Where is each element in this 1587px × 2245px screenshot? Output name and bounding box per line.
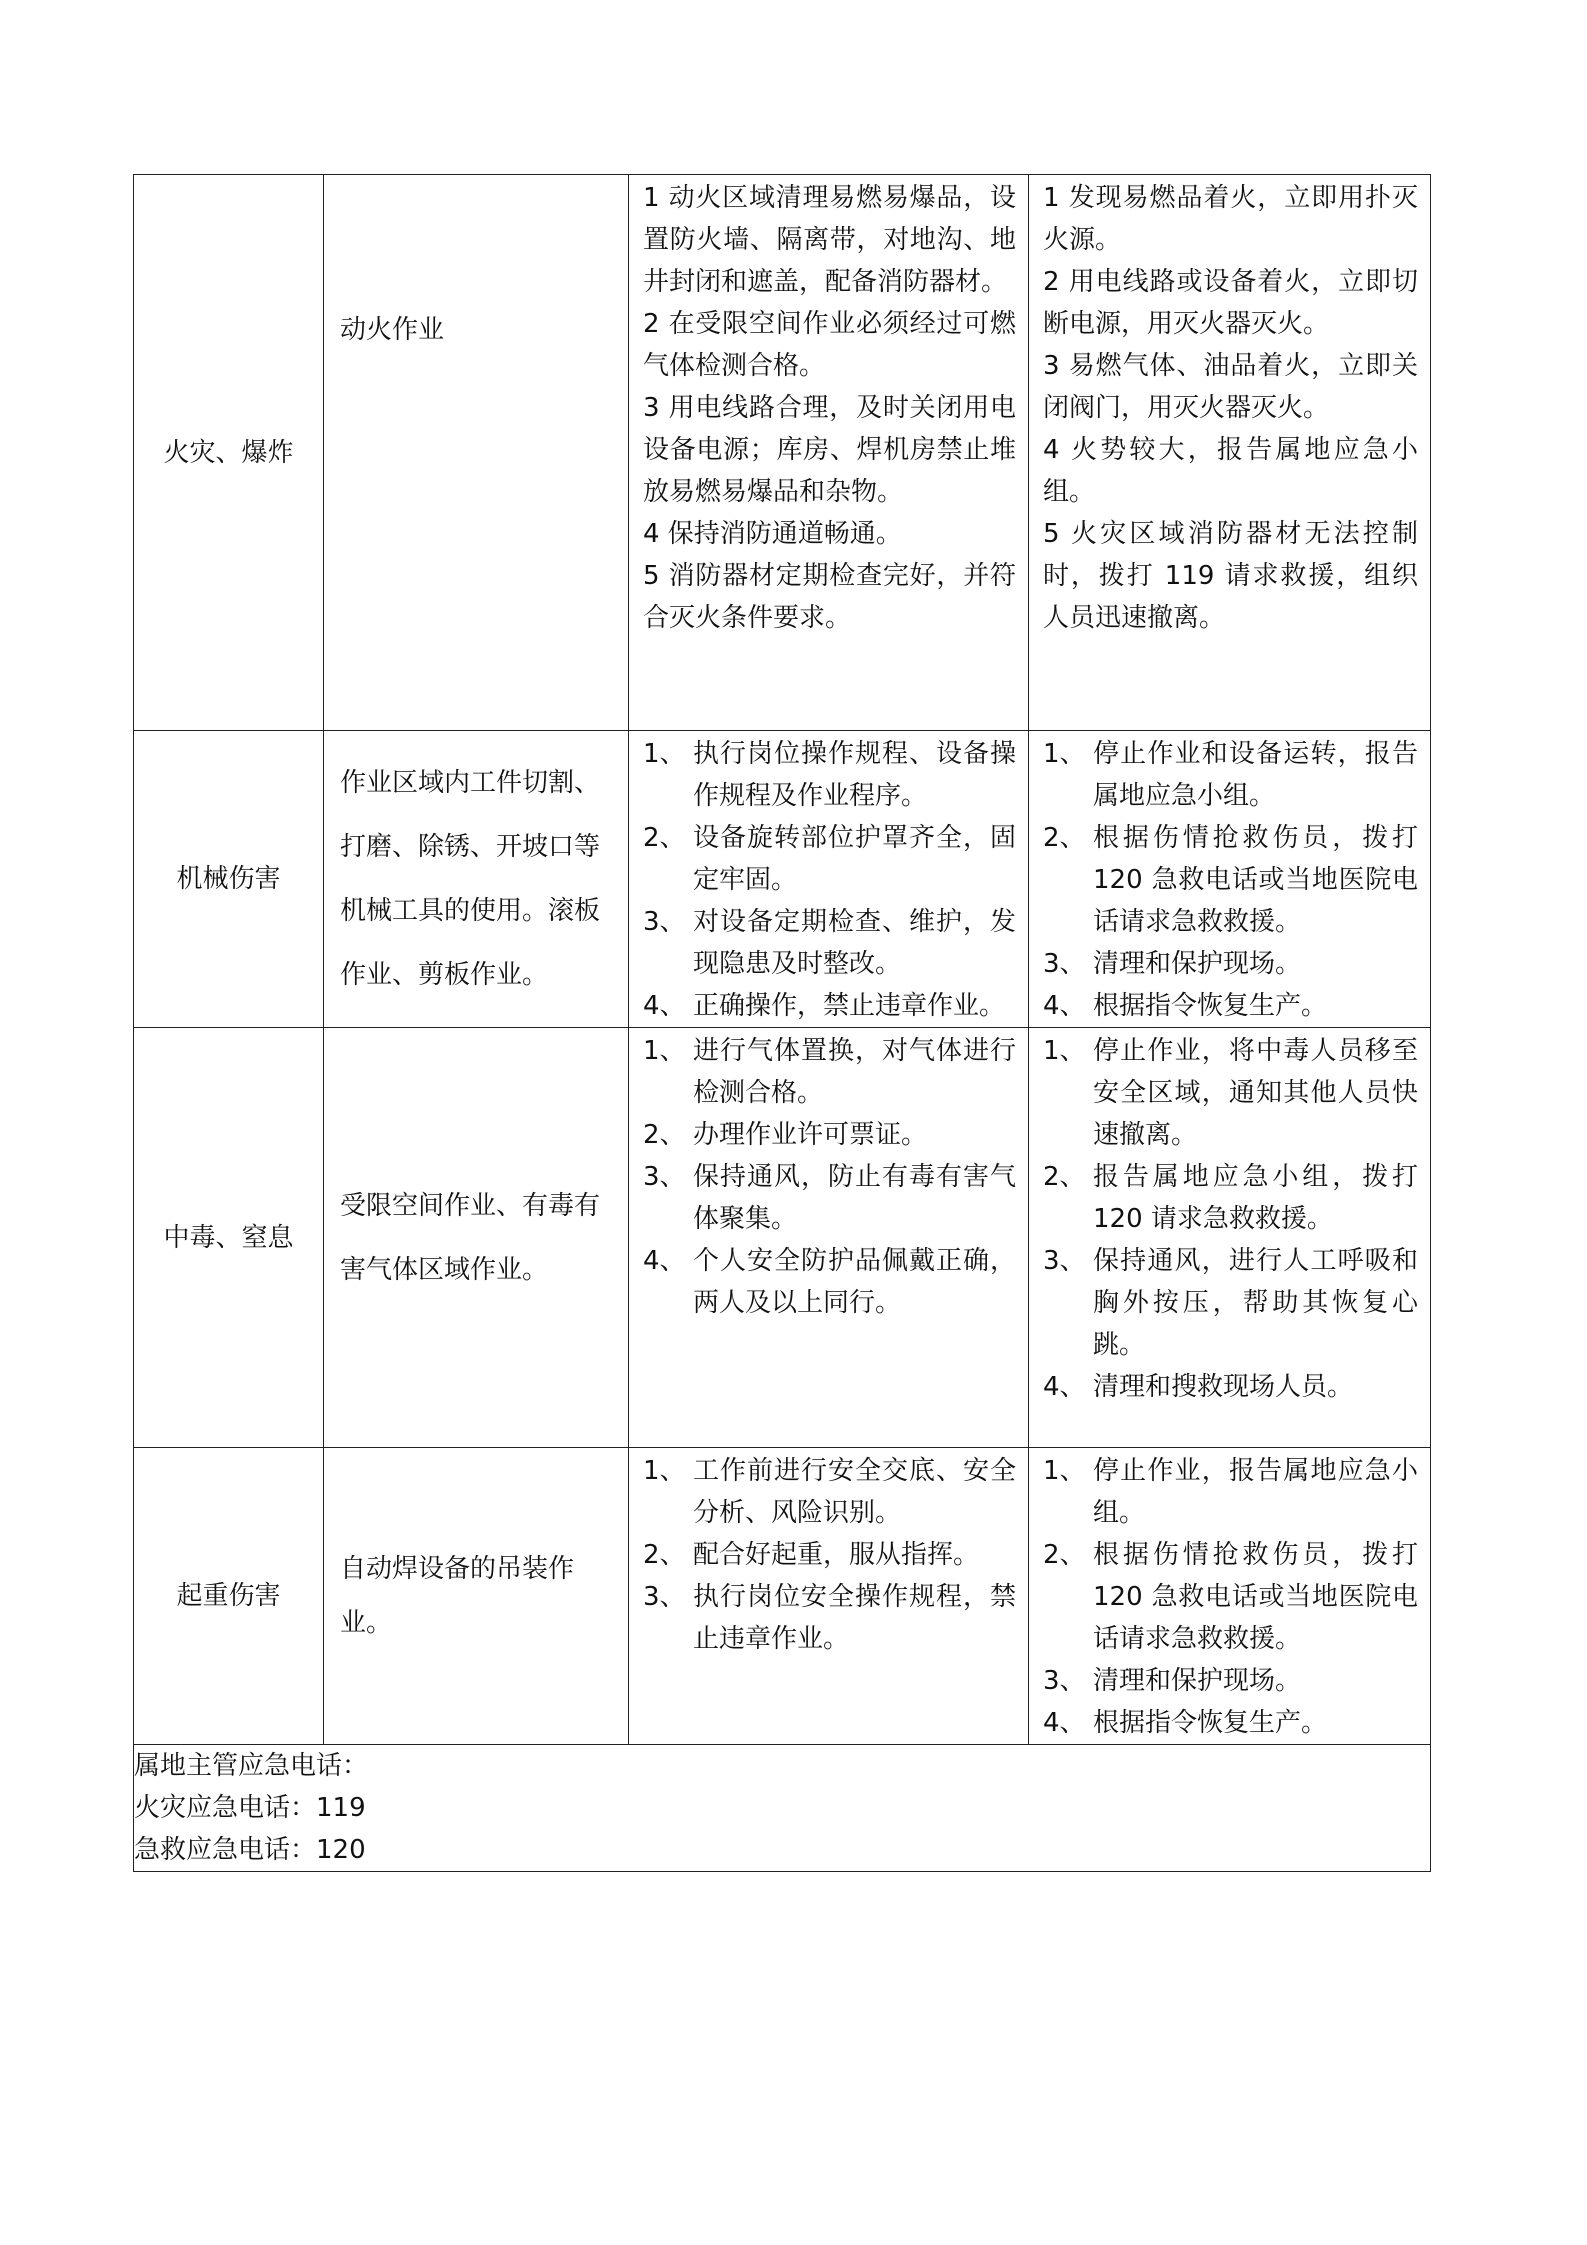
response-item: 2、 报告属地应急小组，拨打 120 请求急救救援。 [1043, 1162, 1418, 1234]
measure-item: 1、 执行岗位操作规程、设备操作规程及作业程序。 [643, 739, 1016, 811]
fire-phone: 火灾应急电话：119 [134, 1793, 366, 1823]
measure-item: 3、 对设备定期检查、维护，发现隐患及时整改。 [643, 907, 1016, 979]
measures-cell [629, 731, 1029, 1028]
response-item: 1、 停止作业，将中毒人员移至安全区域，通知其他人员快速撤离。 [1043, 1036, 1418, 1150]
response-item: 1、 停止作业和设备运转，报告属地应急小组。 [1043, 739, 1418, 811]
response-item: 1、 停止作业，报告属地应急小组。 [1043, 1456, 1418, 1528]
table-row [134, 1448, 1431, 1745]
activity-cell: 作业区域内工件切割、打磨、除锈、开坡口等机械工具的使用。滚板作业、剪板作业。 [324, 731, 629, 1028]
activity-cell: 自动焊设备的吊装作业。 [324, 1448, 629, 1745]
measure-item: 3 用电线路合理，及时关闭用电设备电源；库房、焊机房禁止堆放易燃易爆品和杂物。 [643, 393, 1016, 507]
response-cell [1029, 1028, 1431, 1448]
response-item: 2、 根据伤情抢救伤员，拨打 120 急救电话或当地医院电话请求急救救援。 [1043, 823, 1418, 937]
measure-item: 2、 设备旋转部位护罩齐全，固定牢固。 [643, 823, 1016, 895]
response-item: 3、 清理和保护现场。 [1043, 1666, 1302, 1696]
hazard-cell: 火灾、爆炸 [134, 175, 324, 731]
measure-item: 3、 保持通风，防止有毒有害气体聚集。 [643, 1162, 1016, 1234]
response-item: 3、 清理和保护现场。 [1043, 949, 1302, 979]
measure-item: 2、 配合好起重，服从指挥。 [643, 1540, 980, 1570]
response-item: 4、 根据指令恢复生产。 [1043, 1708, 1328, 1738]
response-cell [1029, 175, 1431, 731]
first-aid-phone: 急救应急电话：120 [134, 1835, 366, 1865]
emergency-contacts [134, 1745, 1431, 1872]
measure-item: 3、 执行岗位安全操作规程，禁止违章作业。 [643, 1582, 1016, 1654]
hazard-cell: 起重伤害 [134, 1448, 324, 1745]
table-row [134, 175, 1431, 731]
response-item: 4、 清理和搜救现场人员。 [1043, 1372, 1354, 1402]
measure-item: 4、 个人安全防护品佩戴正确，两人及以上同行。 [643, 1246, 1016, 1318]
measure-item: 1、 进行气体置换，对气体进行检测合格。 [643, 1036, 1016, 1108]
activity-cell: 受限空间作业、有毒有害气体区域作业。 [324, 1028, 629, 1448]
hazard-cell: 中毒、窒息 [134, 1028, 324, 1448]
measure-item: 1 动火区域清理易燃易爆品，设置防火墙、隔离带，对地沟、地井封闭和遮盖，配备消防器材。 [643, 183, 1016, 297]
response-item: 1 发现易燃品着火，立即用扑灭火源。 [1043, 183, 1418, 255]
activity-cell: 动火作业 [324, 175, 629, 731]
response-item: 4、 根据指令恢复生产。 [1043, 991, 1328, 1021]
hazard-cell: 机械伤害 [134, 731, 324, 1028]
measures-cell [629, 1448, 1029, 1745]
response-item: 3 易燃气体、油品着火，立即关闭阀门，用灭火器灭火。 [1043, 351, 1418, 423]
response-item: 5 火灾区域消防器材无法控制时，拨打 119 请求救援，组织人员迅速撤离。 [1043, 519, 1418, 633]
table-row [134, 1028, 1431, 1448]
response-item: 2、 根据伤情抢救伤员，拨打 120 急救电话或当地医院电话请求急救救援。 [1043, 1540, 1418, 1654]
measure-item: 4 保持消防通道畅通。 [643, 519, 902, 549]
measure-item: 1、 工作前进行安全交底、安全分析、风险识别。 [643, 1456, 1016, 1528]
table-row [134, 731, 1431, 1028]
supervisor-phone: 属地主管应急电话： [134, 1751, 369, 1781]
response-item: 4 火势较大，报告属地应急小组。 [1043, 435, 1418, 507]
response-item: 2 用电线路或设备着火，立即切断电源，用灭火器灭火。 [1043, 267, 1418, 339]
response-cell [1029, 1448, 1431, 1745]
response-cell [1029, 731, 1431, 1028]
measure-item: 2、 办理作业许可票证。 [643, 1120, 928, 1150]
measure-item: 2 在受限空间作业必须经过可燃气体检测合格。 [643, 309, 1016, 381]
measure-item: 4、 正确操作，禁止违章作业。 [643, 991, 1006, 1021]
measures-cell [629, 1028, 1029, 1448]
hazard-table [133, 174, 1431, 1872]
contacts-row [134, 1745, 1431, 1872]
measures-cell [629, 175, 1029, 731]
measure-item: 5 消防器材定期检查完好，并符合灭火条件要求。 [643, 561, 1016, 633]
response-item: 3、 保持通风，进行人工呼吸和胸外按压，帮助其恢复心跳。 [1043, 1246, 1418, 1360]
